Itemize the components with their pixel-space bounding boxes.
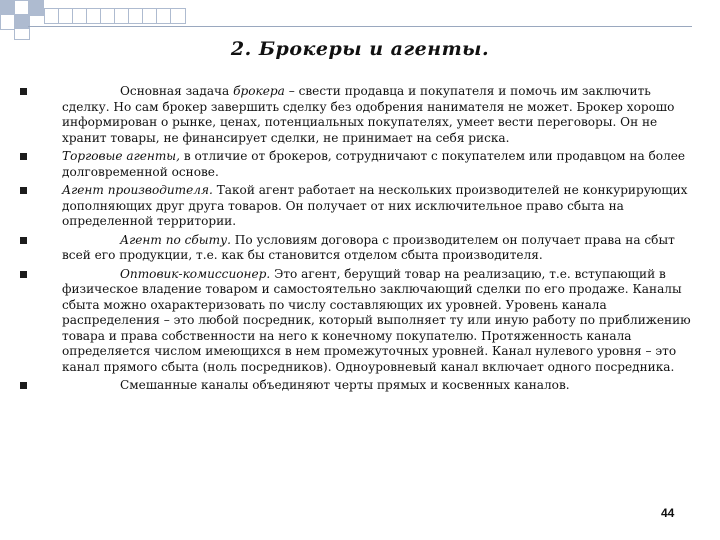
deco-square <box>28 0 44 16</box>
item-text: По условиям договора с производителем он получает права на сбыт всей его продукции, т.е. как бы становится отделом сбыта производителя. <box>62 232 675 262</box>
item-text: – свести продавца и покупателя и помочь им заключить сделку. Но сам брокер завершить сделку без одобрения нанимателя не может. Брокер хорошо информирован о рынке, ценах, потенциальных покупателях, умеет вести переговоры. Он не хранит товары, не финансирует сделки, не принимает на себя риска. <box>62 84 675 145</box>
title-rule <box>28 26 692 27</box>
list-item <box>20 149 696 180</box>
item-term: Оптовик-комиссионер. <box>120 266 271 281</box>
item-text: Основная задача <box>120 84 234 98</box>
item-text: в отличие от брокеров, сотрудничают с покупателем или продавцом на более долговременной основе. <box>62 149 686 179</box>
square-bullet-icon <box>20 237 27 244</box>
corner-squares-decoration <box>0 0 200 40</box>
item-term: брокера <box>233 84 285 98</box>
list-item <box>20 233 696 264</box>
item-text: Такой агент работает на нескольких производителей не конкурирующих дополняющих друг друга товаров. Он получает от них исключительное право сбыта на определенной территории. <box>62 183 688 228</box>
list-item <box>20 183 696 230</box>
list-item <box>20 378 696 394</box>
deco-square <box>170 8 186 24</box>
square-bullet-icon <box>20 382 27 389</box>
slide-title: 2. Брокеры и агенты. <box>230 38 490 60</box>
bullet-list <box>20 84 696 397</box>
page-number: 44 <box>661 506 675 520</box>
item-term: Агент по сбыту. <box>120 232 231 247</box>
square-bullet-icon <box>20 271 27 278</box>
list-item <box>20 267 696 376</box>
item-text: Это агент, берущий товар на реализацию, т.е. вступающий в физическое владение товаром и самостоятельно заключающий сделки по его продаже. Каналы сбыта можно охарактеризовать по числу составляющих их уровней. Уровень канала распределения – это любой посредник, который выполняет ту или иную работу по приближению товара и права собственности на него к конечному покупателю. Протяженность канала определяется числом имеющихся в нем промежуточных уровней. Канал нулевого уровня – это канал прямого сбыта (ноль посредников). Одноуровневый канал включает одного посредника. <box>62 266 691 374</box>
square-bullet-icon <box>20 88 27 95</box>
item-term: Агент производителя. <box>62 183 213 197</box>
square-bullet-icon <box>20 153 27 160</box>
item-text: Смешанные каналы объединяют черты прямых и косвенных каналов. <box>120 378 570 392</box>
item-term: Торговые агенты, <box>62 149 180 163</box>
square-bullet-icon <box>20 187 27 194</box>
list-item <box>20 84 696 146</box>
